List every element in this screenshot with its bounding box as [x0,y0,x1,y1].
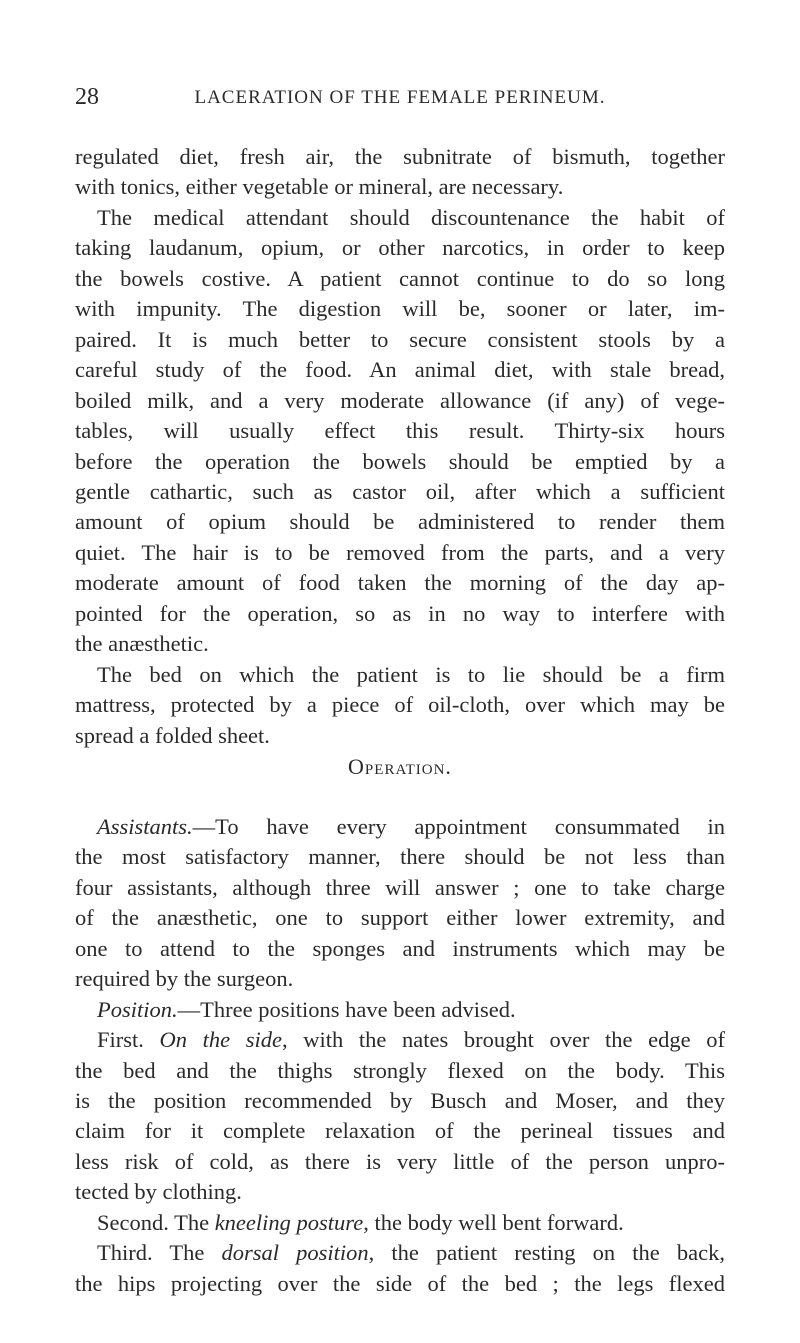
text-segment: First. [97,1027,160,1053]
text-segment: the bed and the thighs strongly flexed on the body. This [75,1057,725,1083]
text-segment: paired. It is much better to secure consistent stools by a [75,326,725,352]
text-line [97,204,725,232]
text-line [75,1057,725,1085]
text-segment: mattress, protected by a piece of oil-cloth, over which may be [75,692,725,718]
text-line [75,904,725,932]
page-number: 28 [75,84,99,110]
text-line [75,326,725,354]
italic-text: On the side [159,1027,282,1053]
text-line [75,173,725,201]
text-segment: , with the nates brought over the edge of [282,1027,725,1053]
text-segment: less risk of cold, as there is very little of the person unpro- [75,1148,725,1174]
italic-text: kneeling posture [214,1209,364,1235]
italic-text: Assistants. [97,813,193,839]
text-segment: gentle cathartic, such as castor oil, after which a sufficient [75,478,725,504]
italic-text: Position. [97,996,178,1022]
text-line [97,1239,725,1267]
text-segment: the anæsthetic. [75,631,209,657]
text-line [75,1087,725,1115]
text-line [75,478,725,506]
text-segment: , the body well bent forward. [363,1209,624,1235]
text-line [75,569,725,597]
text-line [97,996,725,1024]
text-segment: claim for it complete relaxation of the perineal tissues and [75,1118,725,1144]
text-segment: Second. The [97,1209,215,1235]
text-line [75,539,725,567]
text-line [75,843,725,871]
text-segment: spread a folded sheet. [75,722,270,748]
text-segment: required by the surgeon. [75,966,294,992]
text-segment: The medical attendant should discountenance the habit of [97,204,725,230]
text-line [75,265,725,293]
section-heading: Operation. [348,754,452,779]
text-segment: moderate amount of food taken the morning of the day ap- [75,570,725,596]
text-line [75,1148,725,1176]
text-line [75,387,725,415]
text-segment: amount of opium should be administered to render them [75,509,725,535]
text-line [75,965,725,993]
text-segment: —To have every appointment consummated in [192,813,725,839]
text-segment: tables, will usually effect this result. Thirty-six hours [75,418,725,444]
text-line [97,813,725,841]
text-line [97,1026,725,1054]
text-line [75,234,725,262]
text-segment: the most satisfactory manner, there should be not less than [75,844,725,870]
text-line [75,630,725,658]
text-segment: the bowels costive. A patient cannot continue to do so long [75,265,725,291]
text-segment: before the operation the bowels should be emptied by a [75,448,725,474]
text-line [75,874,725,902]
text-line [75,1178,725,1206]
text-segment: four assistants, although three will answer ; one to take charge [75,874,725,900]
text-segment: tected by clothing. [75,1179,242,1205]
text-segment: , the patient resting on the back, [368,1240,725,1266]
text-segment: with impunity. The digestion will be, sooner or later, im- [75,296,725,322]
text-segment: of the anæsthetic, one to support either lower extremity, and [75,905,725,931]
text-line [75,600,725,628]
text-line [75,143,725,171]
text-line [97,1209,725,1237]
text-segment: is the position recommended by Busch and Moser, and they [75,1087,725,1113]
text-segment: with tonics, either vegetable or mineral, are necessary. [75,174,564,200]
text-line [75,691,725,719]
text-segment: quiet. The hair is to be removed from the parts, and a very [75,539,725,565]
text-line [75,417,725,445]
text-line [75,448,725,476]
running-header [75,84,725,112]
text-segment: one to attend to the sponges and instruments which may be [75,935,725,961]
text-line [75,1117,725,1145]
text-line [97,661,725,689]
text-line [75,295,725,323]
running-title: LACERATION OF THE FEMALE PERINEUM. [194,87,606,108]
text-line [75,935,725,963]
text-line [75,722,725,750]
text-line [75,356,725,384]
text-segment: pointed for the operation, so as in no way to interfere with [75,600,725,626]
text-segment: careful study of the food. An animal diet, with stale bread, [75,357,725,383]
text-segment: boiled milk, and a very moderate allowance (if any) of vege- [75,387,725,413]
text-segment: The bed on which the patient is to lie should be a firm [97,661,725,687]
italic-text: dorsal position [221,1240,369,1266]
text-segment: regulated diet, fresh air, the subnitrate of bismuth, together [75,144,725,169]
text-segment: taking laudanum, opium, or other narcotics, in order to keep [75,235,725,261]
text-segment: Third. The [97,1240,222,1266]
text-line [75,1270,725,1298]
text-segment: the hips projecting over the side of the bed ; the legs flexed [75,1270,725,1296]
text-segment: —Three positions have been advised. [177,996,516,1022]
text-line [75,508,725,536]
